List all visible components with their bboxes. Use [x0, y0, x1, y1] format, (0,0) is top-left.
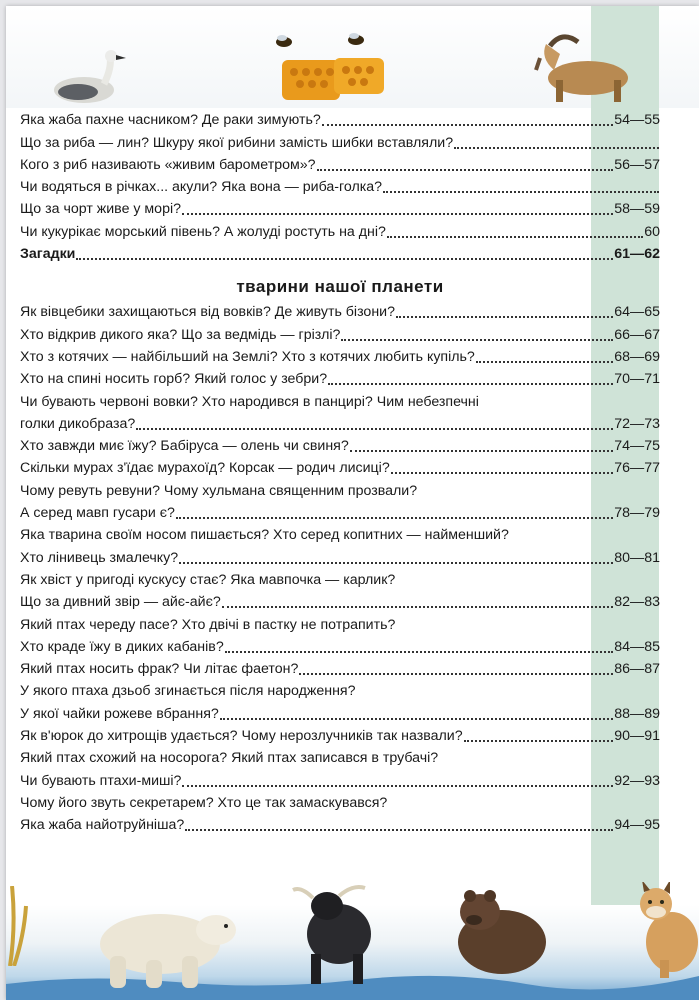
toc-question: Чи водяться в річках... акули? Яка вона — риба-голка? — [20, 179, 383, 196]
lynx-illustration — [634, 882, 699, 978]
page-number: 94—95 — [614, 817, 660, 834]
dot-leader — [341, 339, 613, 341]
toc-question: Яка жаба пахне часником? Де раки зимують? — [20, 112, 321, 129]
dot-leader — [136, 428, 613, 430]
toc-question: Чому ревуть ревуни? Чому хульмана священним прозвали? — [20, 482, 418, 499]
dot-leader — [182, 213, 613, 215]
toc-entry — [20, 243, 660, 265]
toc-question: Хто завжди миє їжу? Бабіруса — олень чи свиня? — [20, 438, 349, 455]
page-number: 86—87 — [614, 661, 660, 678]
toc-entry — [20, 569, 660, 591]
dot-leader — [328, 383, 613, 385]
toc-entry — [20, 435, 660, 457]
toc-entry — [20, 457, 660, 479]
toc-entry — [20, 725, 660, 747]
toc-entry — [20, 131, 660, 153]
page-number: 68—69 — [614, 348, 660, 365]
page-number: 70—71 — [614, 371, 660, 388]
page-number: 78—79 — [614, 505, 660, 522]
dot-leader — [464, 740, 614, 742]
page-number: 58—59 — [614, 201, 660, 218]
toc-question: У якої чайки рожеве вбрання? — [20, 705, 219, 722]
dot-leader — [182, 785, 613, 787]
dot-leader — [176, 517, 613, 519]
page-number: 84—85 — [614, 638, 660, 655]
page-number: 92—93 — [614, 772, 660, 789]
dot-leader — [220, 718, 613, 720]
toc-question: Хто на спині носить горб? Який голос у зебри? — [20, 371, 328, 388]
toc-question: Чи бувають птахи-миші? — [20, 772, 182, 789]
toc-entry — [20, 524, 660, 546]
page-number: 72—73 — [614, 415, 660, 432]
dot-leader — [299, 673, 613, 675]
toc-entry — [20, 220, 660, 242]
toc-question: У якого птаха дзьоб згинається після народження? — [20, 683, 356, 700]
toc-question: голки дикобраза? — [20, 415, 136, 432]
page-number: 90—91 — [614, 728, 660, 745]
toc-question: Кого з риб називають «живим барометром»? — [20, 156, 316, 173]
toc-entry — [20, 792, 660, 814]
toc-question: Що за дивний звір — айє-айє? — [20, 594, 221, 611]
toc-entry — [20, 613, 660, 635]
page-number: 82—83 — [614, 594, 660, 611]
goose-illustration — [46, 48, 128, 108]
dot-leader — [387, 236, 643, 238]
dot-leader — [383, 191, 659, 193]
toc-entry — [20, 301, 660, 323]
toc-question: Який птах носить фрак? Чи літає фаетон? — [20, 661, 299, 678]
page-number: 54—55 — [614, 112, 660, 129]
plant-decoration — [6, 886, 28, 966]
toc-entry — [20, 546, 660, 568]
table-of-contents — [20, 109, 660, 836]
toc-entry — [20, 109, 660, 131]
toc-question: Як в'юрок до хитрощів удається? Чому нерозлучників так назвали? — [20, 728, 463, 745]
toc-entry — [20, 413, 660, 435]
toc-question: Як вівцебики захищаються від вовків? Де живуть бізони? — [20, 304, 395, 321]
dot-leader — [317, 169, 614, 171]
toc-group-aquatic — [20, 109, 660, 265]
brown-bear-illustration — [446, 886, 556, 976]
toc-entry — [20, 680, 660, 702]
toc-question: Який птах схожий на носорога? Який птах записався в трубачі? — [20, 750, 439, 767]
toc-entry — [20, 636, 660, 658]
page-number: 80—81 — [614, 549, 660, 566]
toc-group-animals — [20, 301, 660, 836]
dot-leader — [225, 651, 614, 653]
toc-question: Як хвіст у пригоді кускусу стає? Яка мавпочка — карлик? — [20, 571, 396, 588]
dot-leader — [350, 450, 613, 452]
page-number: 56—57 — [614, 156, 660, 173]
dot-leader — [322, 124, 613, 126]
toc-question: Що за риба — лин? Шкуру якої рибини замість шибки вставляли? — [20, 134, 454, 151]
page-number: 88—89 — [614, 705, 660, 722]
dot-leader — [76, 258, 613, 260]
dot-leader — [179, 562, 613, 564]
toc-entry — [20, 198, 660, 220]
page-number: 74—75 — [614, 438, 660, 455]
book-page — [6, 6, 699, 1000]
toc-question: Чи бувають червоні вовки? Хто народився в панцирі? Чим небезпечні — [20, 393, 479, 410]
toc-entry — [20, 502, 660, 524]
honeycomb-with-bees-illustration — [268, 30, 388, 106]
toc-question: Хто з котячих — найбільший на Землі? Хто з котячих любить купіль? — [20, 348, 475, 365]
mountain-goat-illustration — [526, 28, 634, 106]
toc-question: Чому його звуть секретарем? Хто це так замаскувався? — [20, 794, 388, 811]
toc-question: Хто лінивець змалечку? — [20, 549, 179, 566]
bull-illustration — [291, 880, 389, 988]
dot-leader — [476, 361, 613, 363]
toc-entry — [20, 747, 660, 769]
toc-question: Що за чорт живе у морі? — [20, 201, 182, 218]
page-number: 61—62 — [614, 246, 660, 263]
toc-question: Який птах череду пасе? Хто двічі в пастку не потрапить? — [20, 616, 396, 633]
dot-leader — [185, 829, 613, 831]
toc-entry — [20, 390, 660, 412]
toc-entry — [20, 368, 660, 390]
page-number: 66—67 — [614, 326, 660, 343]
toc-question: Чи кукурікає морський півень? А жолуді ростуть на дні? — [20, 223, 386, 240]
section-title: тварини нашої планети — [236, 277, 444, 297]
toc-entry — [20, 702, 660, 724]
toc-entry — [20, 154, 660, 176]
dot-leader — [391, 472, 614, 474]
toc-entry — [20, 814, 660, 836]
toc-question: Яка тварина своїм носом пишається? Хто серед копитних — найменший? — [20, 527, 509, 544]
dot-leader — [454, 147, 659, 149]
toc-question: Яка жаба найотруйніша? — [20, 817, 185, 834]
toc-entry — [20, 479, 660, 501]
toc-question: Скільки мурах з'їдає мурахоїд? Корсак — родич лисиці? — [20, 460, 390, 477]
page-number: 64—65 — [614, 304, 660, 321]
toc-question: А серед мавп гусари є? — [20, 505, 175, 522]
toc-question: Загадки — [20, 246, 76, 263]
toc-entry — [20, 769, 660, 791]
toc-entry — [20, 591, 660, 613]
dot-leader — [396, 316, 613, 318]
page-number: 60 — [644, 223, 660, 240]
polar-bear-illustration — [88, 896, 238, 992]
page-number: 76—77 — [614, 460, 660, 477]
toc-entry — [20, 323, 660, 345]
toc-question: Хто краде їжу в диких кабанів? — [20, 638, 224, 655]
toc-question: Хто відкрив дикого яка? Що за ведмідь — грізлі? — [20, 326, 341, 343]
toc-entry — [20, 658, 660, 680]
toc-entry — [20, 176, 660, 198]
toc-entry — [20, 346, 660, 368]
dot-leader — [222, 606, 614, 608]
